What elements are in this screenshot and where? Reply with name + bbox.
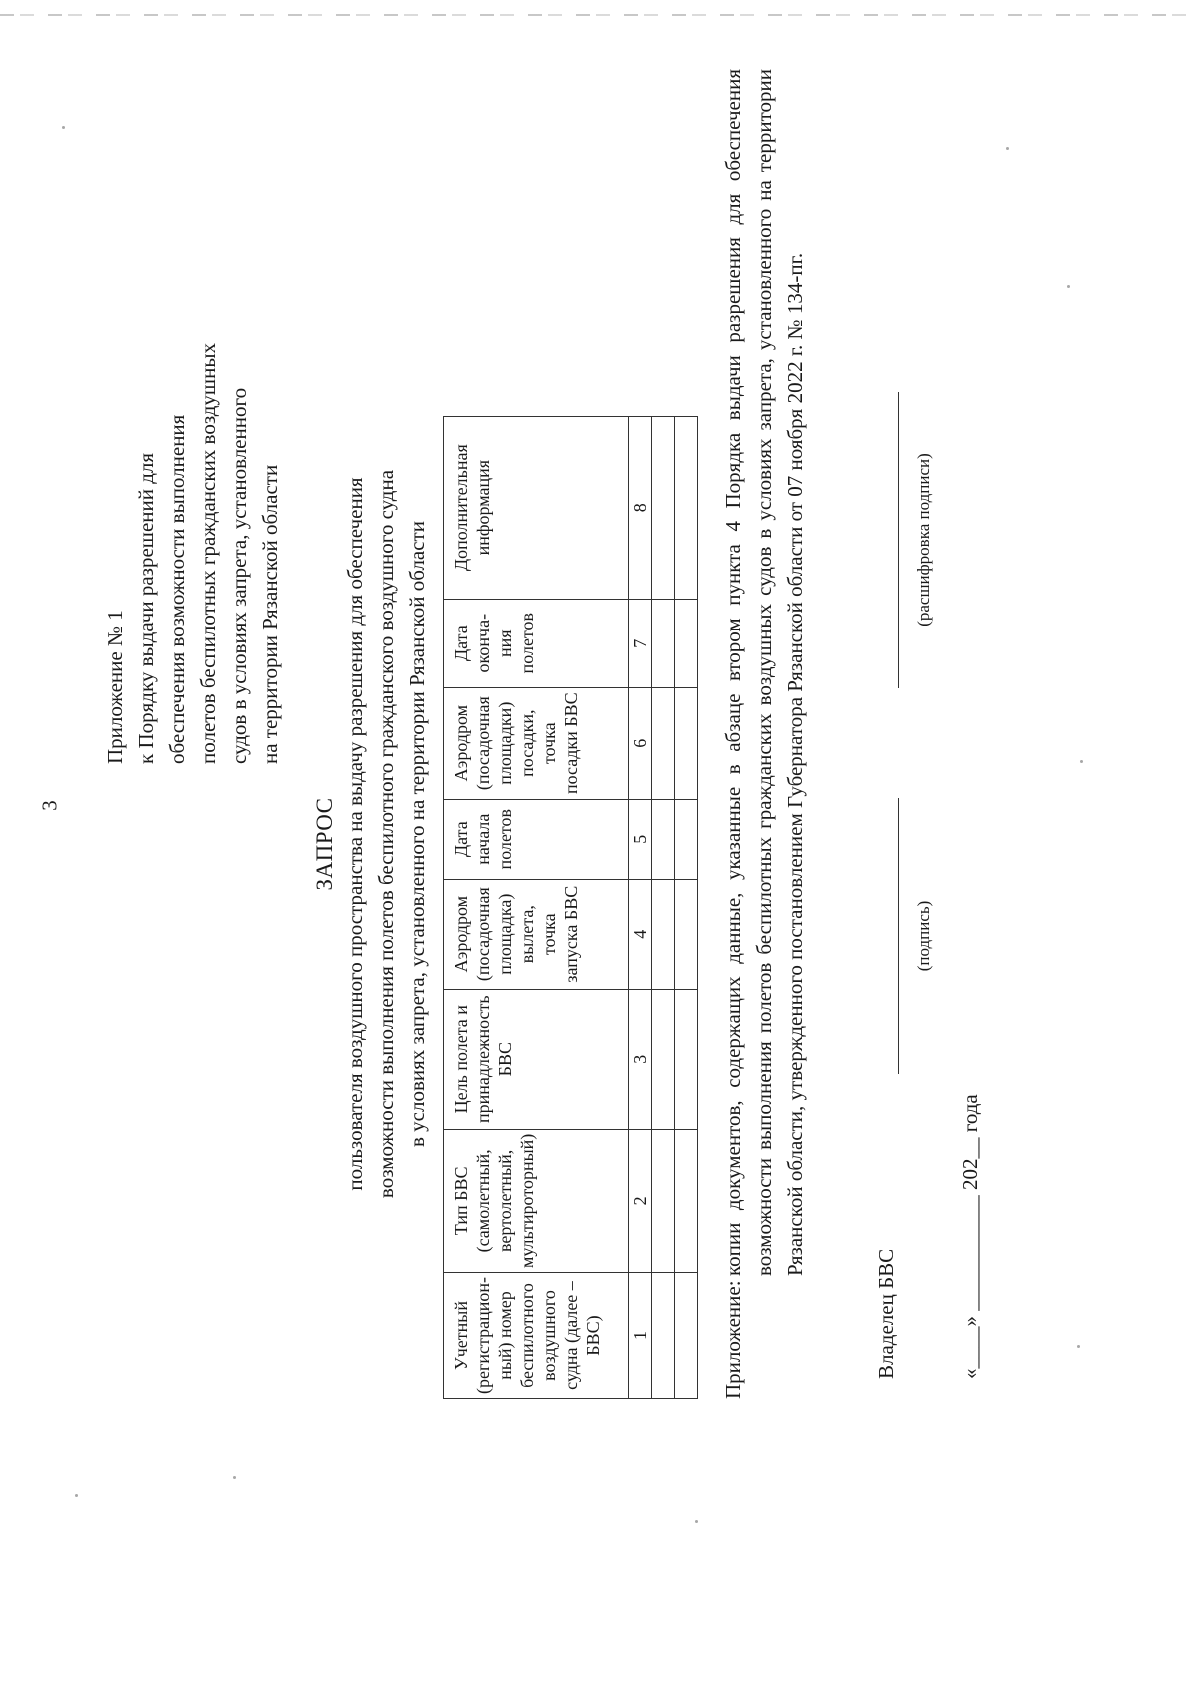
column-number: 4 [629, 879, 652, 989]
header-cell-departure-aerodrome: Аэродром (посадочная площадка) вылета, точка запуска БВС [444, 879, 629, 989]
empty-cell [652, 989, 675, 1129]
empty-cell [675, 1129, 698, 1272]
subtitle-line: пользователя воздушного пространства на выдачу разрешения для обеспечения [343, 477, 367, 1191]
request-table [443, 416, 698, 1399]
empty-cell [675, 879, 698, 989]
empty-cell [675, 599, 698, 687]
empty-cell [652, 1273, 675, 1399]
scan-speck [1077, 1345, 1080, 1348]
signature-line [898, 798, 899, 1074]
empty-cell [675, 989, 698, 1129]
page-number: 3 [37, 800, 62, 811]
column-number: 2 [629, 1129, 652, 1272]
header-cell-registration-number: Учетный (регистрацион-ный) номер беспилотного воздушного судна (далее – БВС) [444, 1273, 629, 1399]
attachment-block [718, 69, 811, 1399]
empty-table-row [652, 416, 675, 1398]
empty-cell [652, 1129, 675, 1272]
column-number: 7 [629, 599, 652, 687]
appendix-note-line: полетов беспилотных гражданских воздушных [196, 343, 220, 764]
empty-cell [652, 416, 675, 599]
scan-speck [62, 126, 65, 129]
attachment-label: Приложение: [721, 1280, 745, 1399]
scan-speck [1067, 285, 1070, 288]
document-subtitle [340, 444, 433, 1224]
empty-cell [675, 799, 698, 879]
header-cell-uav-type: Тип БВС (самолетный, вертолетный, мультироторный) [444, 1129, 629, 1272]
header-cell-landing-aerodrome: Аэродром (посадочная площадки) посадки, точка посадки БВС [444, 687, 629, 799]
empty-cell [675, 687, 698, 799]
column-number-row [629, 416, 652, 1398]
signature-decoding-line [898, 392, 899, 688]
empty-cell [675, 1273, 698, 1399]
scan-speck [1080, 760, 1083, 763]
subtitle-line: в условиях запрета, установленного на территории Рязанской области [405, 521, 429, 1147]
column-number: 8 [629, 416, 652, 599]
empty-cell [652, 687, 675, 799]
column-number: 6 [629, 687, 652, 799]
header-cell-additional-info: Дополнительная информация [444, 416, 629, 599]
date-line: «____» ___________ 202__ года [958, 1094, 982, 1379]
owner-label: Владелец БВС [874, 1248, 898, 1379]
empty-table-row [675, 416, 698, 1398]
table-header-row [444, 416, 629, 1398]
signature-caption: (подпись) [914, 900, 933, 972]
appendix-note-line: судов в условиях запрета, установленного [227, 387, 251, 764]
empty-cell [652, 599, 675, 687]
header-cell-start-date: Дата начала полетов [444, 799, 629, 879]
column-number: 5 [629, 799, 652, 879]
column-number: 1 [629, 1273, 652, 1399]
appendix-note [100, 84, 286, 764]
scan-speck [75, 1494, 78, 1497]
column-number: 3 [629, 989, 652, 1129]
scan-edge-artifact [0, 14, 1200, 16]
empty-cell [675, 416, 698, 599]
subtitle-line: возможности выполнения полетов беспилотного гражданского воздушного судна [374, 469, 398, 1199]
header-cell-flight-purpose: Цель полета и принадлежность БВС [444, 989, 629, 1129]
document-title: ЗАПРОС [312, 797, 337, 891]
appendix-note-line: Приложение № 1 [103, 610, 127, 764]
appendix-note-line: к Порядку выдачи разрешений для [134, 452, 158, 764]
attachment-text: копии документов, содержащих данные, указанные в абзаце втором пункта 4 Порядка выдачи разрешения для обеспечения возможности выполнения полетов беспилотных гражданских воздушных судов в условиях запрета, установленного на территории Рязанской области, утвержденного постановлением Губернатора Рязанской области от 07 ноября 2022 г. № 134-пг. [721, 69, 807, 1276]
empty-cell [652, 799, 675, 879]
rotated-document [100, 44, 1040, 1604]
appendix-note-line: на территории Рязанской области [258, 464, 282, 764]
header-cell-end-date: Дата оконча-ния полетов [444, 599, 629, 687]
empty-cell [652, 879, 675, 989]
appendix-note-line: обеспечения возможности выполнения [165, 414, 189, 764]
signature-decoding-caption: (расшифровка подписи) [914, 453, 933, 627]
